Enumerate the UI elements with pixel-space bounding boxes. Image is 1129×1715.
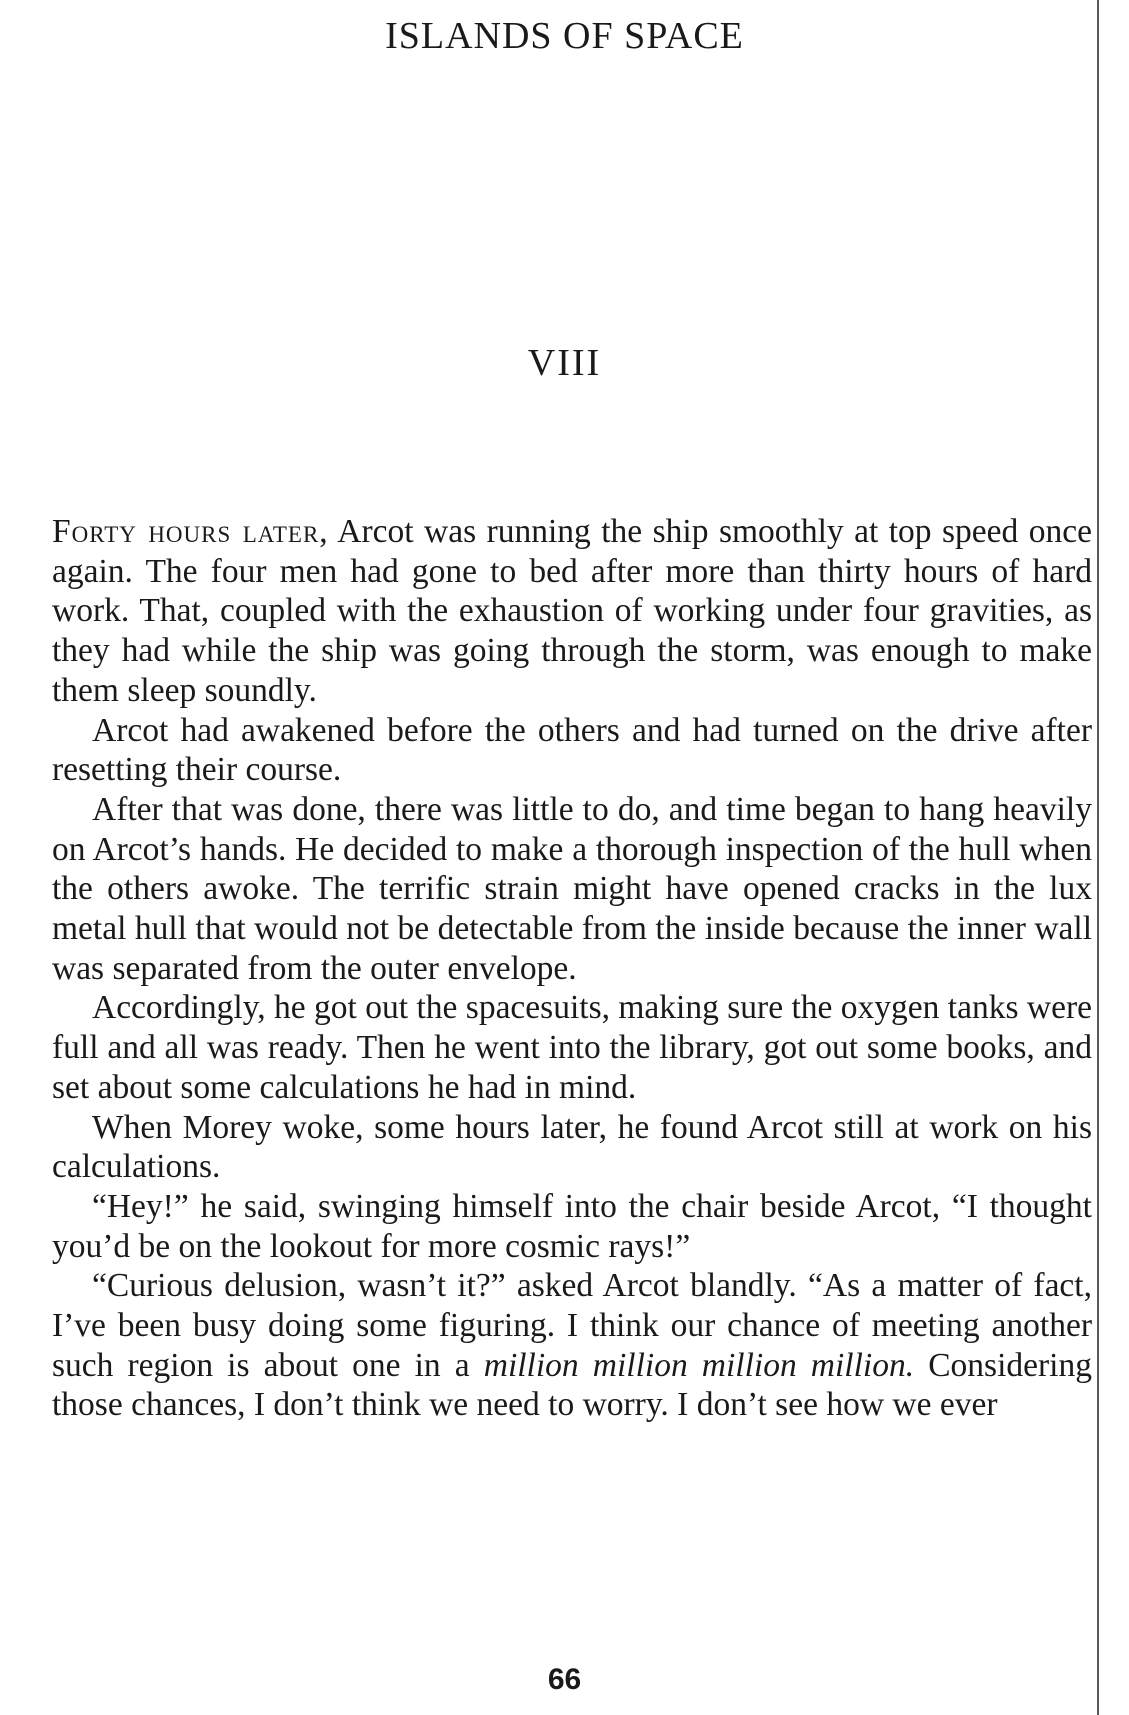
chapter-number: VIII (527, 342, 602, 384)
paragraph-text: Arcot was running the ship smoothly at top speed once again. The four men had gone to bed after more than thirty hours of hard work. That, coupled with the exhaustion of working under four gravities, as they had while the ship was going through the storm, was enough to make them sleep soundly. (52, 513, 1092, 709)
paragraph-2 (52, 711, 1092, 790)
paragraph-4 (52, 988, 1092, 1107)
paragraph-text: Arcot had awakened before the others and had turned on the drive after resetting their course. (52, 711, 1092, 789)
paragraph-5 (52, 1108, 1092, 1187)
page-edge-rule (1097, 0, 1099, 1715)
paragraph-text: After that was done, there was little to do, and time began to hang heavily on Arcot’s hands. He decided to make a thorough inspection of the hull when the others awoke. The terrific strain might have opened cracks in the lux metal hull that would not be detectable from the inside because the inner wall was separated from the outer envelope. (52, 790, 1092, 987)
paragraph-text: “Curious delusion, wasn’t it?” asked Arcot blandly. “As a matter of fact, I’ve been busy doing some figuring. I think our chance of meeting another such region is about one in a (52, 1267, 1092, 1384)
paragraph-text: When Morey woke, some hours later, he found Arcot still at work on his calculations. (52, 1108, 1092, 1186)
paragraph-text: Accordingly, he got out the spacesuits, making sure the oxygen tanks were full and all was ready. Then he went into the library, got out some books, and set about some calculations he had in mind. (52, 989, 1092, 1106)
body-text (52, 512, 1092, 1425)
paragraph-3 (52, 790, 1092, 989)
paragraph-text: Considering those chances, I don’t think we need to worry. I don’t see how we ever (52, 1346, 1092, 1424)
paragraph-6 (52, 1187, 1092, 1266)
page-number: 66 (547, 1663, 582, 1696)
paragraph-1 (52, 512, 1092, 711)
lead-in-smallcaps: Forty hours later, (52, 513, 329, 550)
paragraph-text: “Hey!” he said, swinging himself into the chair beside Arcot, “I thought you’d be on the lookout for more cosmic rays!” (52, 1187, 1092, 1265)
paragraph-7 (52, 1266, 1092, 1425)
italic-text: million million million million. (483, 1346, 915, 1384)
running-head: ISLANDS OF SPACE (385, 15, 744, 57)
